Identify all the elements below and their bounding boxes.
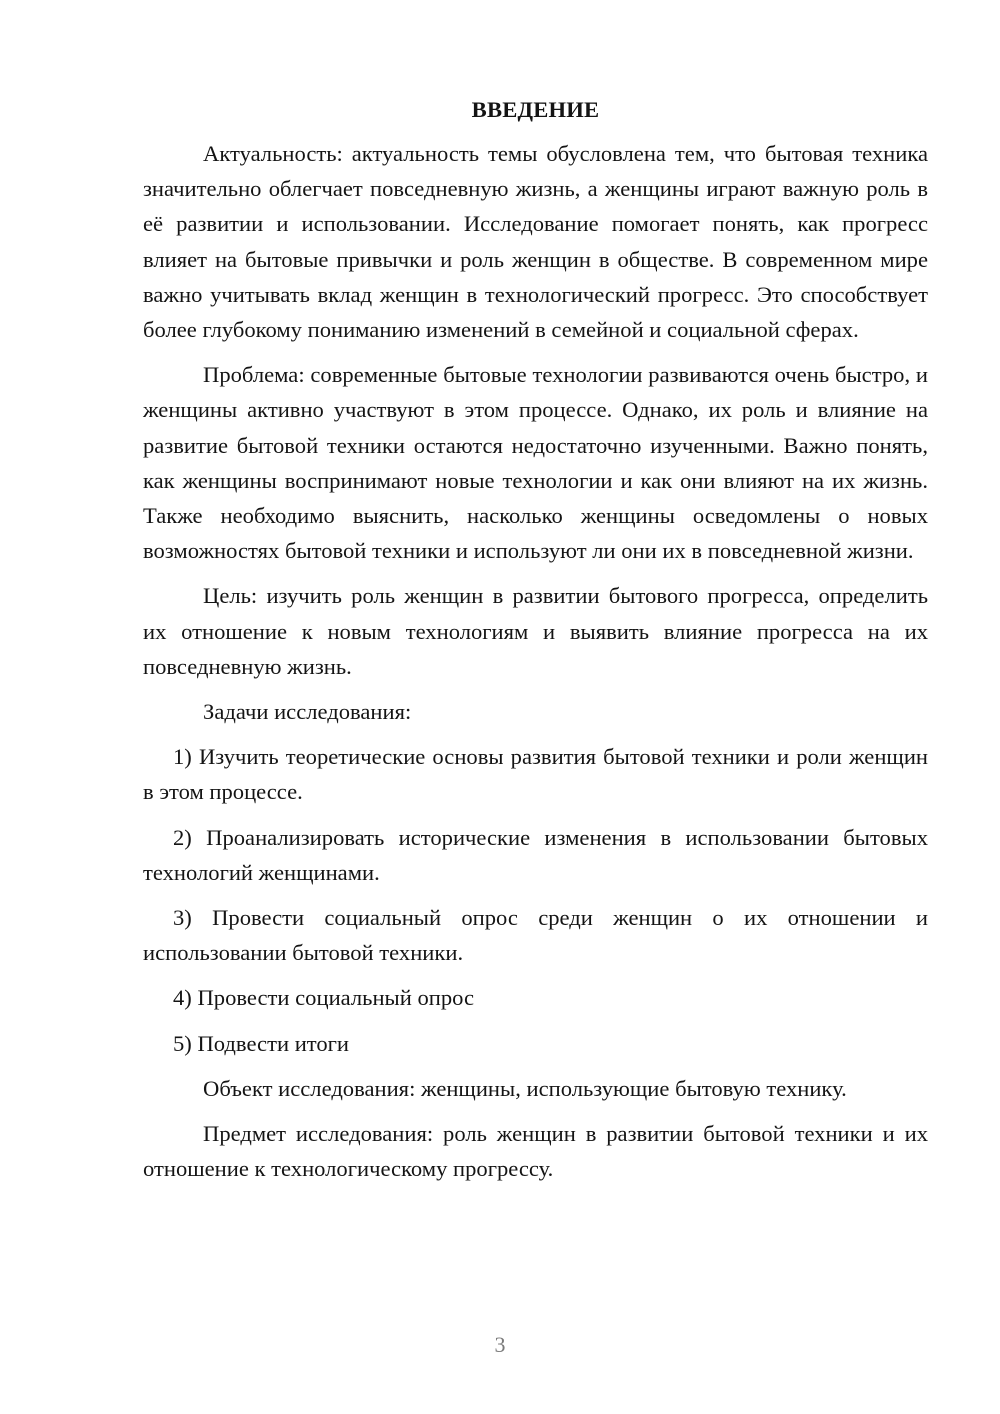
- task-item: 3) Провести социальный опрос среди женщин о их отношении и использовании бытовой техники.: [143, 905, 928, 966]
- document-page: [143, 93, 928, 1186]
- task-item: 4) Провести социальный опрос: [173, 985, 475, 1011]
- goal-paragraph: Цель: изучить роль женщин в развитии бытового прогресса, определить их отношение к новым технологиям и выявить влияние прогресса на их повседневную жизнь.: [143, 583, 928, 679]
- task-item: 5) Подвести итоги: [173, 1030, 350, 1056]
- relevance-paragraph: Актуальность: актуальность темы обусловлена тем, что бытовая техника значительно облегчает повседневную жизнь, а женщины играют важную роль в её развитии и использовании. Исследование помогает понять, как прогресс влияет на бытовые привычки и роль женщин в обществе. В современном мире важно учитывать вклад женщин в технологический прогресс. Это способствует более глубокому пониманию изменений в семейной и социальной сферах.: [143, 141, 928, 343]
- section-title: ВВЕДЕНИЕ: [471, 97, 600, 122]
- object-paragraph: Объект исследования: женщины, использующие бытовую технику.: [203, 1075, 847, 1101]
- subject-paragraph: Предмет исследования: роль женщин в развитии бытовой техники и их отношение к технологическому прогрессу.: [143, 1121, 928, 1182]
- tasks-heading: Задачи исследования:: [203, 699, 412, 725]
- task-item: 1) Изучить теоретические основы развития бытовой техники и роли женщин в этом процессе.: [143, 744, 928, 805]
- page-number: 3: [494, 1332, 506, 1357]
- problem-paragraph: Проблема: современные бытовые технологии развиваются очень быстро, и женщины активно участвуют в этом процессе. Однако, их роль и влияние на развитие бытовой техники остаются недостаточно изученными. Важно понять, как женщины воспринимают новые технологии и как они влияют на их жизнь. Также необходимо выяснить, насколько женщины осведомлены о новых возможностях бытовой техники и используют ли они их в повседневной жизни.: [143, 362, 928, 564]
- task-item: 2) Проанализировать исторические изменения в использовании бытовых технологий женщинами.: [143, 824, 928, 885]
